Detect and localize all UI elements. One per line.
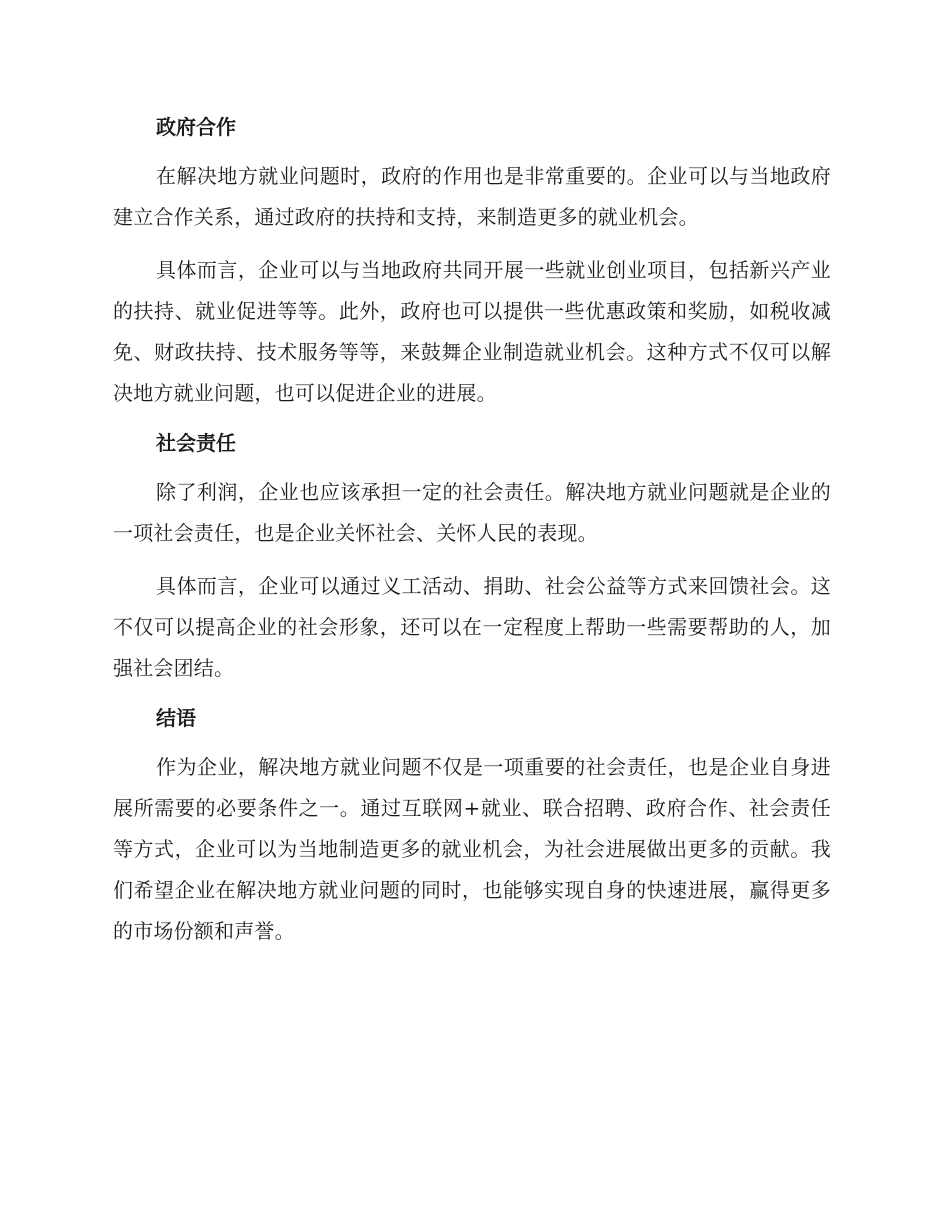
section-heading: 社会责任 [156,431,236,455]
paragraph: 在解决地方就业问题时，政府的作用也是非常重要的。企业可以与当地政府建立合作关系，通过政府的扶持和支持，来制造更多的就业机会。 [113,164,831,229]
section-government-cooperation [113,110,831,414]
section-heading: 政府合作 [156,115,236,139]
section-social-responsibility [113,426,831,689]
section-heading: 结语 [156,706,196,730]
paragraph: 作为企业，解决地方就业问题不仅是一项重要的社会责任，也是企业自身进展所需要的必要条件之一。通过互联网+就业、联合招聘、政府合作、社会责任等方式，企业可以为当地制造更多的就业机会，为社会进展做出更多的贡献。我们希望企业在解决地方就业问题的同时，也能够实现自身的快速进展，赢得更多的市场份额和声誉。 [113,755,831,943]
paragraph: 具体而言，企业可以通过义工活动、捐助、社会公益等方式来回馈社会。这不仅可以提高企业的社会形象，还可以在一定程度上帮助一些需要帮助的人，加强社会团结。 [113,574,831,680]
section-conclusion [113,701,831,952]
paragraph: 除了利润，企业也应该承担一定的社会责任。解决地方就业问题就是企业的一项社会责任，也是企业关怀社会、关怀人民的表现。 [113,480,831,545]
paragraph: 具体而言，企业可以与当地政府共同开展一些就业创业项目，包括新兴产业的扶持、就业促进等等。此外，政府也可以提供一些优惠政策和奖励，如税收减免、财政扶持、技术服务等等，来鼓舞企业制造就业机会。这种方式不仅可以解决地方就业问题，也可以促进企业的进展。 [113,258,831,405]
document-page [113,110,831,964]
